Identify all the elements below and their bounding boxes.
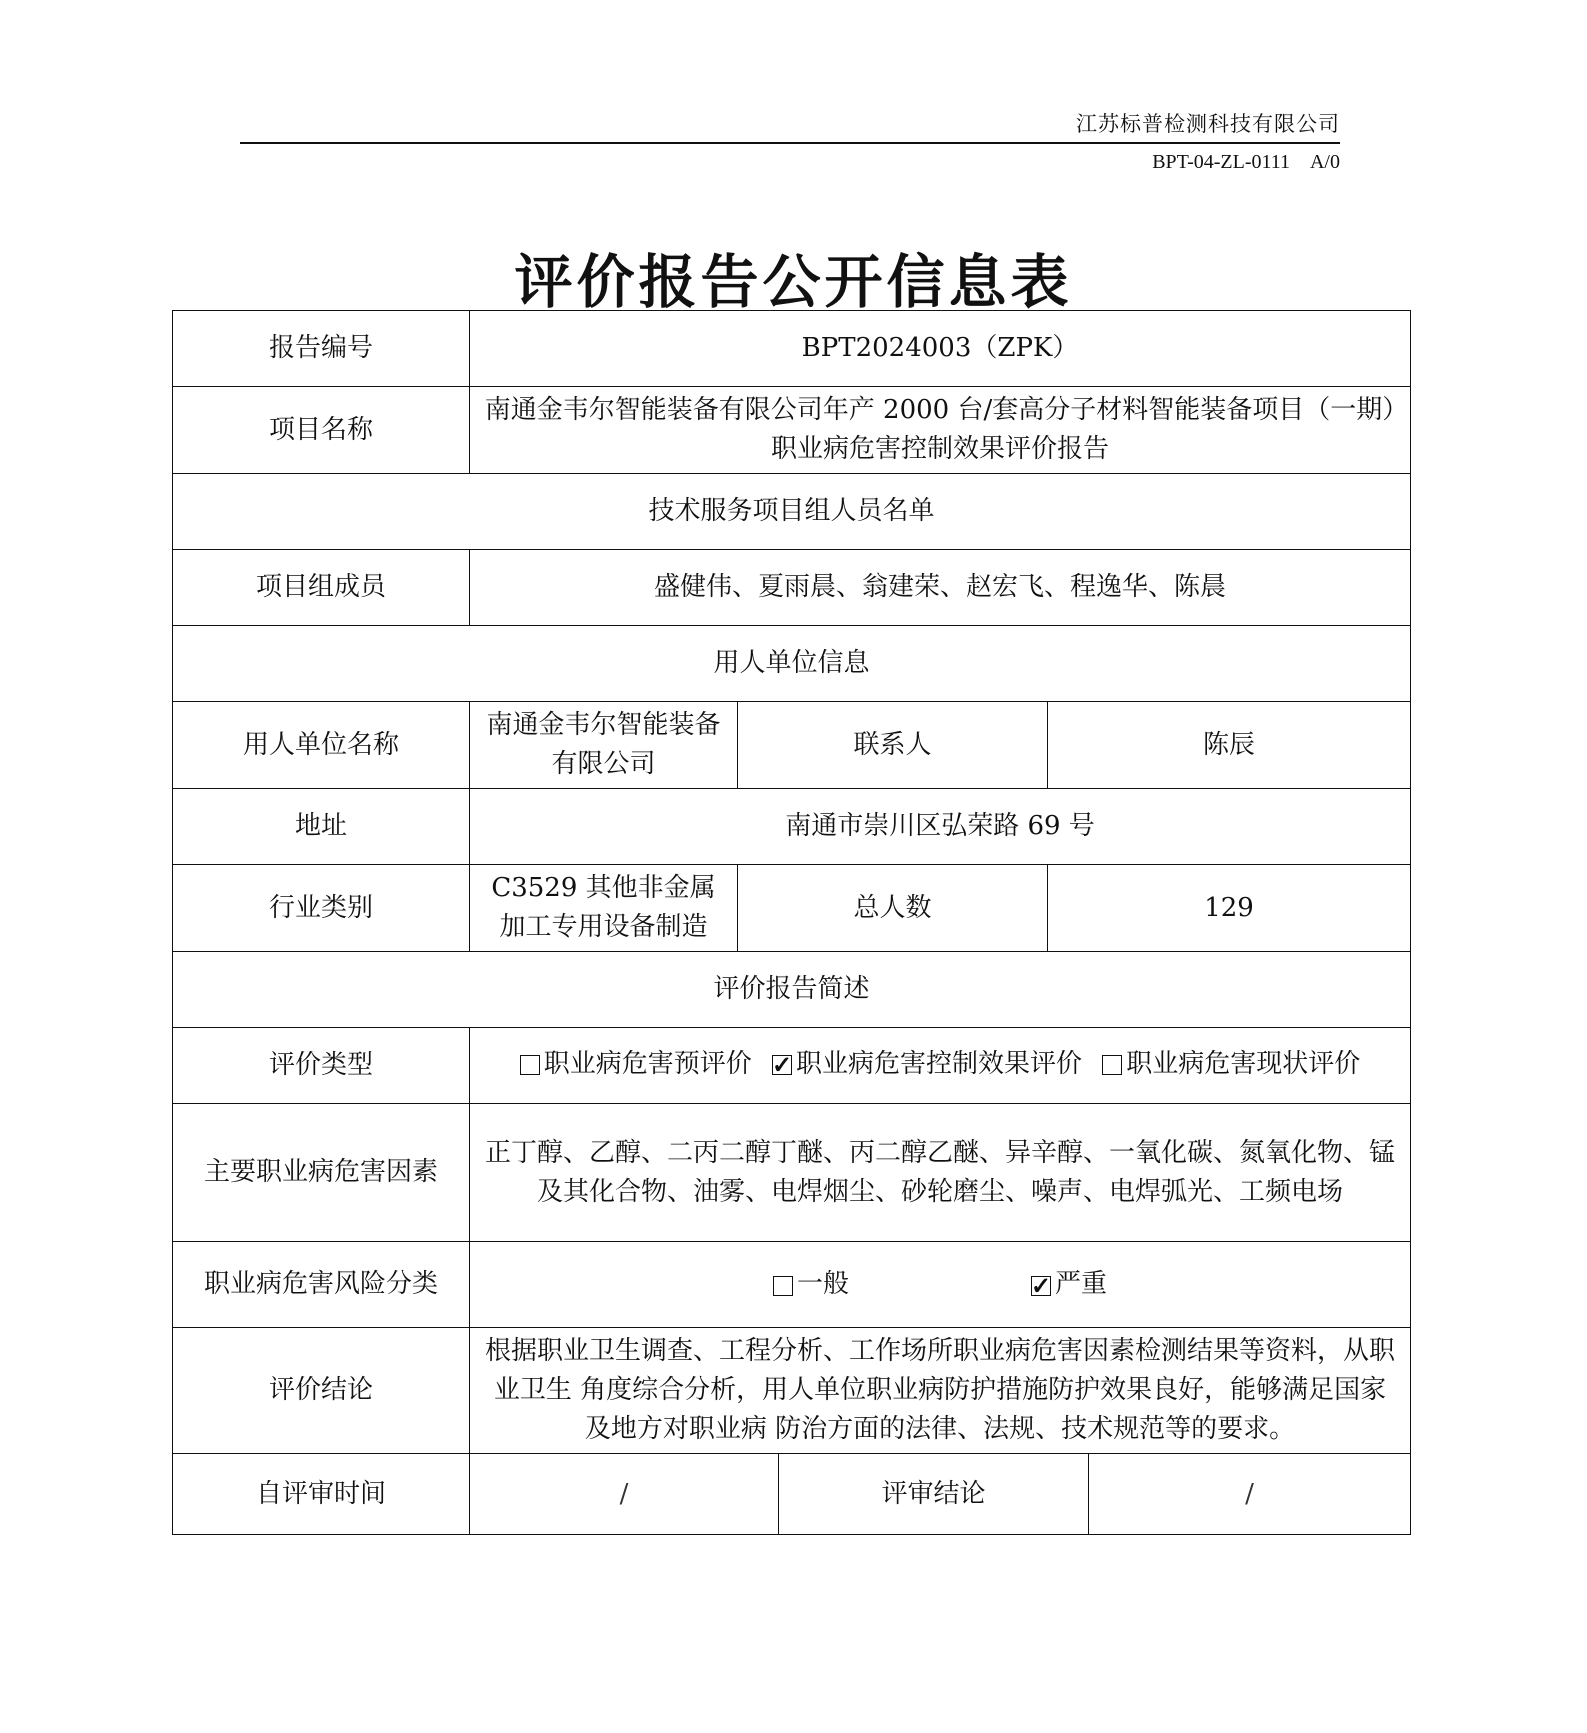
header-rule (240, 142, 1340, 144)
row-industry (173, 865, 1411, 952)
contact-label: 联系人 (738, 702, 1048, 789)
review-time-label: 自评审时间 (173, 1454, 470, 1535)
eval-option-pre-label: 职业病危害预评价 (543, 1048, 752, 1079)
address-value: 南通市崇川区弘荣路 69 号 (470, 789, 1411, 865)
row-review (173, 1454, 1411, 1535)
review-result-value: / (1089, 1454, 1411, 1535)
hazards-value: 正丁醇、乙醇、二丙二醇丁醚、丙二醇乙醚、异辛醇、一氧化碳、氮氧化物、锰及其化合物、油雾、电焊烟尘、砂轮磨尘、噪声、电焊弧光、工频电场 (470, 1104, 1411, 1242)
eval-type-options (470, 1028, 1411, 1104)
employer-name-value: 南通金韦尔智能装备有限公司 (470, 702, 738, 789)
eval-option-status[interactable] (1102, 1045, 1360, 1084)
total-label: 总人数 (738, 865, 1048, 952)
row-summary-section (173, 952, 1411, 1028)
row-employer (173, 702, 1411, 789)
risk-option-general-label: 一般 (796, 1269, 849, 1299)
eval-option-status-label: 职业病危害现状评价 (1126, 1048, 1361, 1079)
project-name-value: 南通金韦尔智能装备有限公司年产 2000 台/套高分子材料智能装备项目（一期）职业病危害控制效果评价报告 (470, 387, 1411, 474)
team-section-heading: 技术服务项目组人员名单 (173, 474, 1411, 550)
risk-option-serious[interactable] (1031, 1265, 1107, 1304)
risk-label: 职业病危害风险分类 (173, 1242, 470, 1328)
row-project-name (173, 387, 1411, 474)
eval-type-label: 评价类型 (173, 1028, 470, 1104)
team-members-value: 盛健伟、夏雨晨、翁建荣、赵宏飞、程逸华、陈晨 (470, 550, 1411, 626)
checkbox-icon[interactable] (520, 1055, 540, 1075)
report-no-label: 报告编号 (173, 311, 470, 387)
eval-option-control[interactable] (772, 1045, 1082, 1084)
row-team-members (173, 550, 1411, 626)
conclusion-value: 根据职业卫生调查、工程分析、工作场所职业病危害因素检测结果等资料，从职业卫生 角度综合分析，用人单位职业病防护措施防护效果良好，能够满足国家及地方对职业病 防治方面的法律、法规、技术规范等的要求。 (470, 1328, 1411, 1454)
risk-options (470, 1242, 1411, 1328)
address-label: 地址 (173, 789, 470, 865)
total-value: 129 (1048, 865, 1411, 952)
employer-section-heading: 用人单位信息 (173, 626, 1411, 702)
row-conclusion (173, 1328, 1411, 1454)
checkbox-icon[interactable] (1102, 1055, 1122, 1075)
summary-section-heading: 评价报告简述 (173, 952, 1411, 1028)
row-risk (173, 1242, 1411, 1328)
checkbox-icon[interactable] (773, 1276, 793, 1296)
info-table (172, 310, 1411, 1535)
row-eval-type (173, 1028, 1411, 1104)
eval-option-pre[interactable] (520, 1045, 752, 1084)
conclusion-label: 评价结论 (173, 1328, 470, 1454)
row-hazards (173, 1104, 1411, 1242)
review-result-label: 评审结论 (779, 1454, 1089, 1535)
row-report-no (173, 311, 1411, 387)
risk-option-serious-label: 严重 (1055, 1269, 1108, 1299)
checkbox-checked-icon[interactable] (1031, 1276, 1051, 1296)
document-code: BPT-04-ZL-0111 A/0 (1152, 151, 1340, 173)
contact-value: 陈辰 (1048, 702, 1411, 789)
risk-option-general[interactable] (773, 1265, 849, 1304)
company-name: 江苏标普检测科技有限公司 (1076, 112, 1340, 136)
employer-name-label: 用人单位名称 (173, 702, 470, 789)
hazards-label: 主要职业病危害因素 (173, 1104, 470, 1242)
page-title: 评价报告公开信息表 (514, 248, 1073, 316)
review-time-value: / (470, 1454, 779, 1535)
report-no-value: BPT2024003（ZPK） (470, 311, 1411, 387)
row-employer-section (173, 626, 1411, 702)
row-team-section (173, 474, 1411, 550)
industry-label: 行业类别 (173, 865, 470, 952)
industry-value: C3529 其他非金属加工专用设备制造 (470, 865, 738, 952)
project-name-label: 项目名称 (173, 387, 470, 474)
team-members-label: 项目组成员 (173, 550, 470, 626)
eval-option-control-label: 职业病危害控制效果评价 (796, 1048, 1083, 1079)
row-address (173, 789, 1411, 865)
checkbox-checked-icon[interactable] (772, 1055, 792, 1075)
